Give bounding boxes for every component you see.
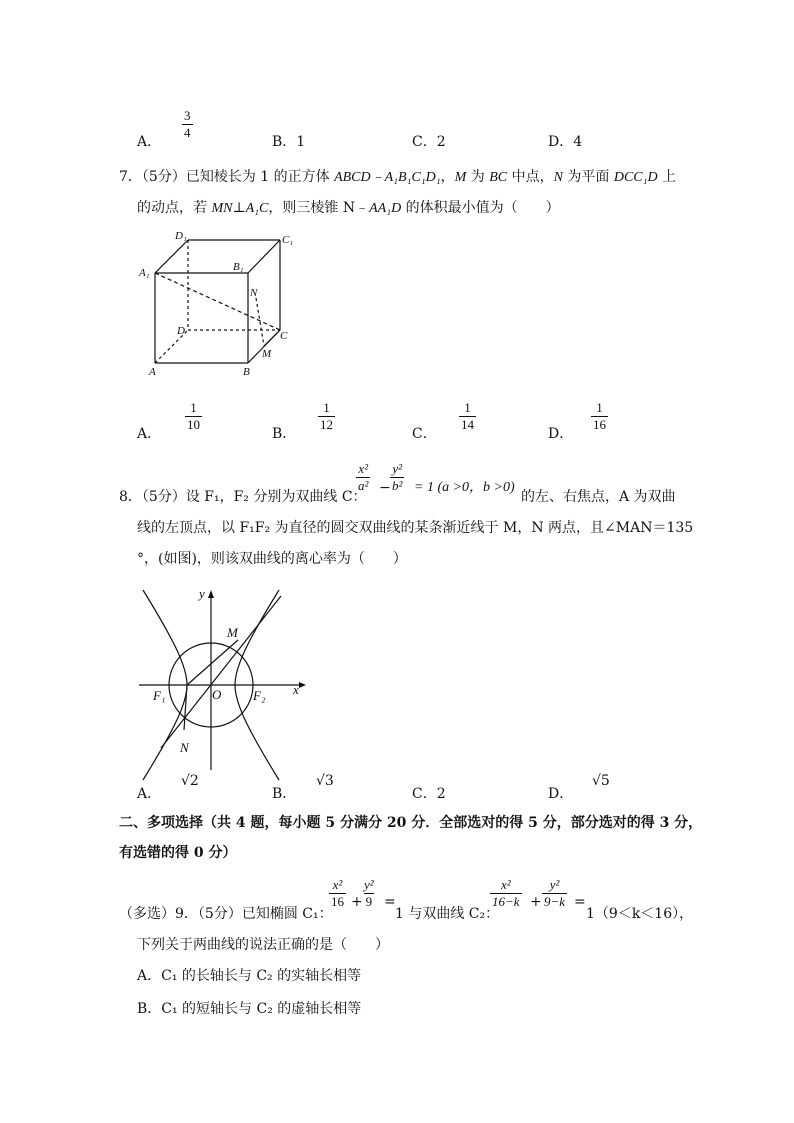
- q7-label-a: A: [149, 366, 156, 378]
- q7-perp: MN⊥A₁C: [211, 201, 269, 216]
- q9-e1-den: 16: [331, 894, 344, 909]
- q7-option-a-fraction: [185, 401, 202, 432]
- q7-line2-prefix: 的动点，若: [137, 200, 212, 216]
- q7-line1-mid2: 为: [466, 169, 490, 185]
- q7-label-a1: A₁: [139, 267, 150, 279]
- q9-tail: 1（9＜k＜16），: [586, 906, 694, 922]
- q6-option-b: B．1: [272, 134, 306, 150]
- q9-plus1: +: [351, 894, 363, 910]
- q7-option-a-den: 10: [187, 417, 200, 432]
- q7-label-m: M: [262, 348, 272, 360]
- q7-option-b-den: 12: [320, 417, 333, 432]
- q8-label-f2: F₂: [253, 688, 266, 703]
- q7-label-d: D: [177, 325, 185, 337]
- q8-eq-rhs: = 1 (a >0，b >0): [414, 480, 515, 495]
- q7-plane: DCC₁D: [613, 170, 658, 185]
- q8-label-m: M: [227, 625, 238, 640]
- q8-option-c: C．2: [412, 786, 446, 802]
- q8-option-d-value: √5: [592, 773, 610, 789]
- q7-option-c-label: C．: [412, 426, 437, 442]
- q8-eq-x-fraction: [356, 462, 370, 493]
- q9-option-b: B．C₁ 的短轴长与 C₂ 的虚轴长相等: [137, 1001, 362, 1017]
- q9-e2-fraction: [362, 878, 376, 909]
- q6-option-a-denominator: 4: [184, 125, 191, 140]
- q8-option-a-label: A．: [137, 786, 162, 802]
- q7-cube-figure: [135, 226, 305, 380]
- q8-eq-minus: −: [379, 480, 391, 496]
- q7-n: N: [553, 170, 563, 185]
- q6-option-c: C．2: [412, 134, 446, 150]
- q9-e1-num: x²: [332, 877, 343, 892]
- q9-mid: 1 与双曲线 C₂：: [395, 906, 500, 922]
- q7-option-c-fraction: [459, 401, 476, 432]
- q9-eq2: =: [574, 894, 586, 910]
- q8-line1-prefix: 8．（5分）设 F₁，F₂ 分别为双曲线 C：: [119, 489, 367, 505]
- q7-option-d-num: 1: [596, 400, 603, 415]
- q7-option-d-fraction: [591, 401, 608, 432]
- q9-e2-num: y²: [364, 877, 374, 892]
- q7-option-b-num: 1: [323, 400, 330, 415]
- q7-line1-prefix: 7．（5分）已知棱长为 1 的正方体: [119, 169, 335, 185]
- q9-option-a: A．C₁ 的长轴长与 C₂ 的实轴长相等: [137, 968, 362, 984]
- q8-eq-y-num: y²: [392, 461, 403, 476]
- q6-option-a-numerator: 3: [184, 108, 191, 123]
- q8-label-x: x: [293, 682, 299, 697]
- q7-line1-end: 上: [657, 169, 677, 185]
- q7-option-b-label: B．: [272, 426, 297, 442]
- q7-label-d1: D₁: [175, 230, 187, 242]
- q7-label-c1: C₁: [282, 234, 294, 246]
- q7-label-n: N: [250, 287, 258, 299]
- q8-eq-x-den: a²: [358, 478, 369, 493]
- q6-option-a-label: A．: [137, 134, 162, 150]
- q7-line2: [137, 199, 560, 218]
- q7-label-b: B: [243, 366, 250, 378]
- q7-option-b-fraction: [318, 401, 335, 432]
- q8-eq-x-num: x²: [358, 461, 369, 476]
- q7-line1: [119, 168, 676, 187]
- q7-line2-tail: 的体积最小值为（ ）: [401, 200, 560, 216]
- q8-label-y: y: [199, 586, 205, 601]
- q6-option-a-fraction: [182, 109, 193, 140]
- q7-option-c-den: 14: [461, 417, 474, 432]
- q7-line1-mid: ，: [440, 169, 455, 185]
- q7-bc: BC: [489, 170, 508, 185]
- q7-line1-mid4: 为平面: [562, 169, 614, 185]
- q9-e3-num: x²: [500, 877, 511, 892]
- q6-option-d: D．4: [548, 134, 583, 150]
- q9-e3-den: 16−k: [492, 894, 520, 909]
- q7-label-b1: B₁: [233, 261, 244, 273]
- q9-e3-fraction: [490, 878, 522, 909]
- q9-plus2: +: [530, 894, 542, 910]
- q7-option-c-num: 1: [464, 400, 471, 415]
- q9-eq1: =: [384, 894, 396, 910]
- q8-hyperbola-figure: [135, 582, 310, 782]
- section2-heading-line1: 二、多项选择（共 4 题，每小题 5 分满分 20 分．全部选对的得 5 分，部分选对的得 3 分，: [119, 815, 703, 831]
- q8-option-d-label: D．: [548, 786, 574, 802]
- q8-option-b-value: √3: [316, 773, 334, 789]
- q7-m: M: [454, 170, 467, 185]
- q7-label-c: C: [280, 330, 288, 342]
- q9-e2-den: 9: [365, 894, 373, 909]
- q9-prefix: （多选）9．（5分）已知椭圆 C₁：: [119, 906, 333, 922]
- q9-e1-fraction: [329, 878, 346, 909]
- q9-e4-den: 9−k: [544, 894, 566, 909]
- q7-aad: AA₁D: [369, 201, 402, 216]
- q8-line2: 线的左顶点，以 F₁F₂ 为直径的圆交双曲线的某条渐近线于 M，N 两点，且∠MAN＝135: [137, 520, 694, 536]
- q8-option-a-value: √2: [181, 773, 199, 789]
- q7-option-a-num: 1: [190, 400, 197, 415]
- q8-label-f1: F₁: [153, 688, 166, 703]
- q8-label-o: O: [212, 687, 222, 702]
- q8-eq-y-fraction: [390, 462, 404, 493]
- q9-e4-fraction: [542, 878, 567, 909]
- q8-eq-y-den: b²: [392, 478, 403, 493]
- q8-line3: °，(如图)，则该双曲线的离心率为（ ）: [137, 551, 407, 567]
- q7-line2-end: ，则三棱锥 N﹣: [268, 200, 370, 216]
- q7-option-d-label: D．: [548, 426, 574, 442]
- q9-line2: 下列关于两曲线的说法正确的是（ ）: [137, 937, 389, 953]
- section2-heading-line2: 有选错的得 0 分）: [119, 845, 237, 861]
- q8-label-n: N: [180, 740, 189, 755]
- q9-e4-num: y²: [549, 877, 560, 892]
- q7-line1-mid3: 中点，: [507, 169, 554, 185]
- q7-cube-name: ABCD﹣A₁B₁C₁D₁: [334, 170, 441, 185]
- q8-line1-end: 的左、右焦点，A 为双曲: [521, 489, 676, 505]
- q7-option-a-label: A．: [137, 426, 162, 442]
- q8-option-b-label: B．: [272, 786, 297, 802]
- q7-option-d-den: 16: [593, 417, 606, 432]
